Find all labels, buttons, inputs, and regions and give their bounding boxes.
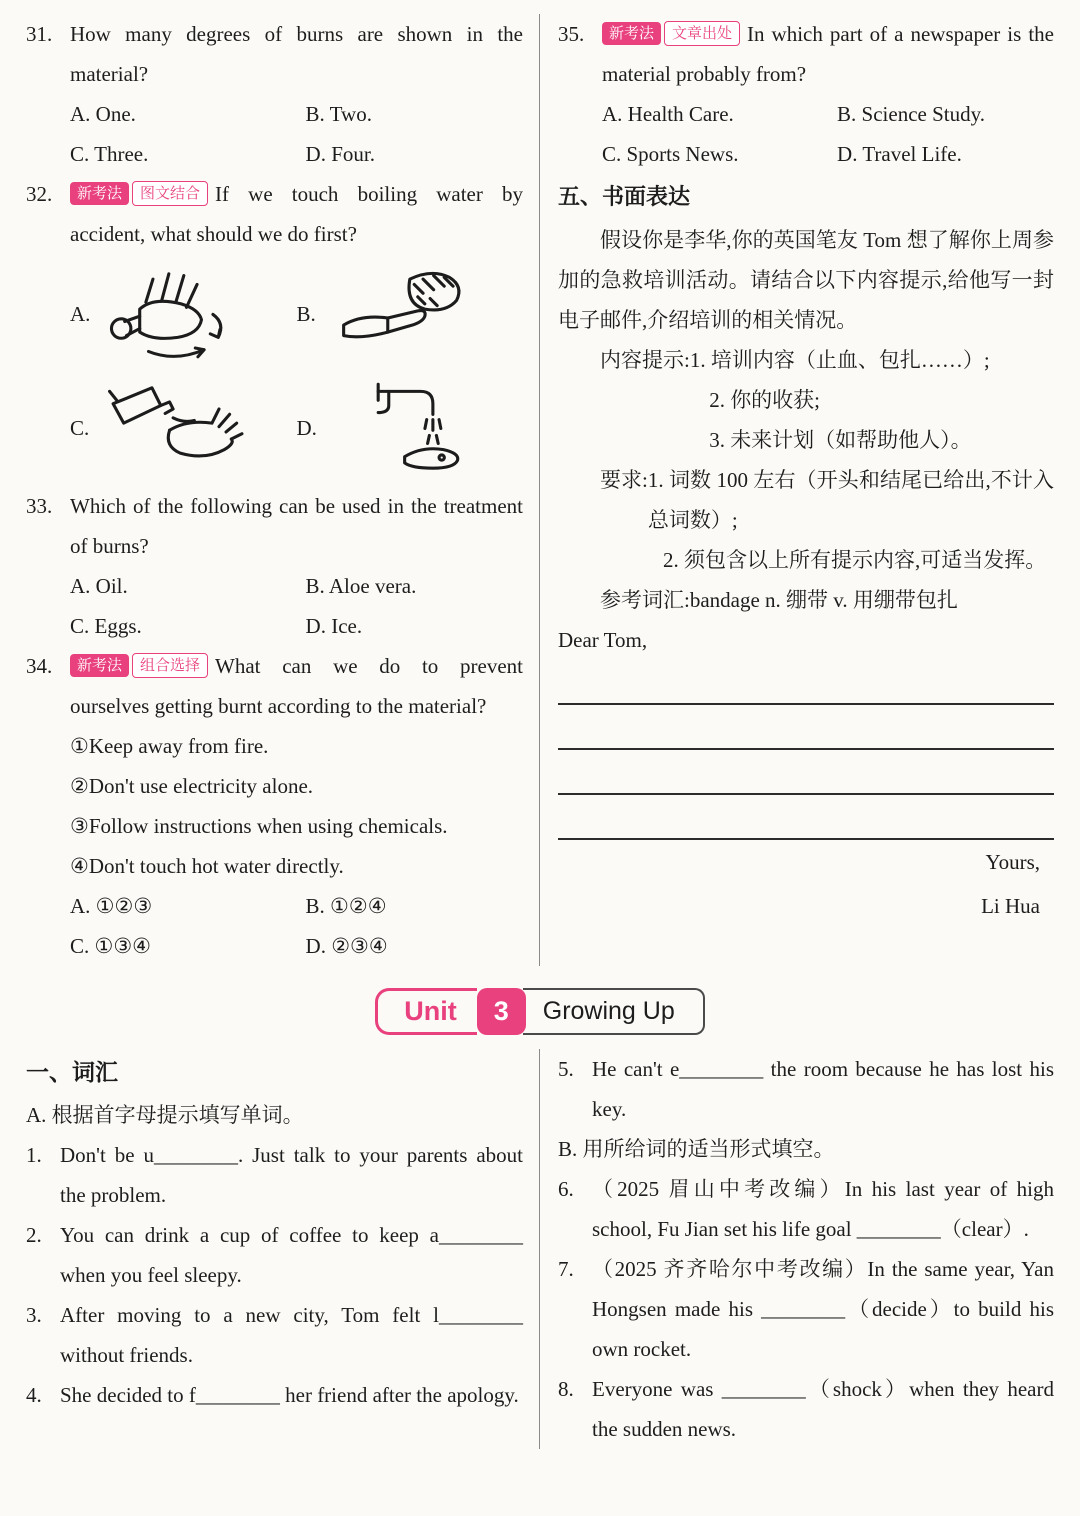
option-label: A.: [70, 302, 91, 326]
apply-ointment-illustration: [99, 376, 249, 480]
hint-2: 2. 你的收获;: [709, 388, 821, 412]
top-right-column: [540, 14, 1054, 966]
reference-words: 参考词汇:bandage n. 绷带 v. 用绷带包扎: [600, 588, 958, 612]
option-a: A. Oil.: [70, 574, 128, 598]
item-number: 1.: [26, 1143, 42, 1167]
option-label: D.: [296, 416, 317, 440]
item-number: 7.: [558, 1257, 574, 1281]
bottom-section: [26, 1049, 1054, 1449]
item-text: He can't e________ the room because he has lost his key.: [592, 1057, 1054, 1121]
options: [602, 94, 1054, 174]
vocab-part-b-label: B. 用所给词的适当形式填空。: [558, 1137, 835, 1161]
item-text: After moving to a new city, Tom felt l________ without friends.: [60, 1303, 523, 1367]
rinse-under-tap-illustration: [327, 376, 477, 480]
image-option-d: [297, 376, 524, 480]
question-number: 34.: [26, 654, 53, 678]
option-c: C. Three.: [70, 142, 149, 166]
options: [70, 566, 523, 646]
article-source-badge: 文章出处: [664, 21, 740, 46]
hint-3: 3. 未来计划（如帮助他人）。: [709, 428, 972, 452]
bottom-right-column: [540, 1049, 1054, 1449]
letter-salutation: Dear Tom,: [558, 628, 648, 652]
question-body: [602, 14, 1054, 174]
letter-closing: Yours,: [985, 850, 1040, 874]
shake-burnt-hand-illustration: [100, 262, 250, 366]
requirement-2: 2. 须包含以上所有提示内容,可适当发挥。: [663, 548, 1047, 572]
requirements-line-1: [558, 460, 1054, 540]
letter-signature: Li Hua: [981, 894, 1040, 918]
writing-section: [558, 174, 1054, 928]
option-b: B. Two.: [305, 102, 372, 126]
option-c: C. Eggs.: [70, 614, 142, 638]
item-text: Don't be u________. Just talk to your parents about the problem.: [60, 1143, 523, 1207]
question-32: [26, 174, 523, 486]
options: [70, 94, 523, 174]
question-35: [558, 14, 1054, 174]
question-body: [70, 646, 523, 966]
unit-banner: [26, 988, 1054, 1035]
vocab-item-1: [26, 1135, 523, 1215]
wipe-with-cloth-illustration: [326, 262, 476, 366]
question-number: 32.: [26, 182, 53, 206]
item-number: 6.: [558, 1177, 574, 1201]
option-a: A. Health Care.: [602, 102, 734, 126]
option-c: C. Sports News.: [602, 142, 739, 166]
option-d: D. ②③④: [305, 934, 388, 958]
option-a: A. ①②③: [70, 894, 153, 918]
requirement-1: 1. 词数 100 左右（开头和结尾已给出,不计入总词数）;: [647, 468, 1054, 532]
option-b: B. Aloe vera.: [305, 574, 417, 598]
answer-line: [558, 660, 1054, 705]
question-number: 31.: [26, 22, 53, 46]
option-a: A. One.: [70, 102, 136, 126]
item-number: 8.: [558, 1377, 574, 1401]
option-d: D. Four.: [305, 142, 375, 166]
vocab-item-7: [558, 1249, 1054, 1369]
option-d: D. Travel Life.: [837, 142, 962, 166]
image-option-b: [297, 262, 524, 366]
question-number: 35.: [558, 22, 585, 46]
vocab-item-5: [558, 1049, 1054, 1129]
item-number: 4.: [26, 1383, 42, 1407]
content-hints-line-1: [558, 340, 1054, 380]
statement-3: ③Follow instructions when using chemicals.: [70, 814, 448, 838]
question-text-line: [70, 646, 523, 726]
option-label: C.: [70, 416, 90, 440]
question-body: [70, 486, 523, 646]
unit-number-badge: 3: [477, 988, 526, 1035]
statement-1: ①Keep away from fire.: [70, 734, 269, 758]
new-method-badge: 新考法: [70, 182, 129, 205]
answer-line: [558, 795, 1054, 840]
bottom-left-column: [26, 1049, 540, 1449]
vocab-part-a-label: A. 根据首字母提示填写单词。: [26, 1103, 304, 1127]
item-number: 5.: [558, 1057, 574, 1081]
answer-line: [558, 705, 1054, 750]
vocab-item-2: [26, 1215, 523, 1295]
new-method-badge: 新考法: [602, 22, 661, 45]
question-text: In which part of a newspaper is the material probably from?: [602, 22, 1054, 86]
statement-2: ②Don't use electricity alone.: [70, 774, 314, 798]
vocab-item-3: [26, 1295, 523, 1375]
item-text: She decided to f________ her friend after the apology.: [60, 1383, 519, 1407]
option-label: B.: [296, 302, 316, 326]
question-body: [70, 174, 523, 486]
question-31: [26, 14, 523, 174]
question-body: [70, 14, 523, 174]
top-left-column: [26, 14, 540, 966]
image-option-a: [70, 262, 297, 366]
option-c: C. ①③④: [70, 934, 151, 958]
unit-label: Unit: [375, 988, 476, 1035]
vocab-section-title: 一、词汇: [26, 1059, 118, 1085]
combo-choice-badge: 组合选择: [132, 653, 208, 678]
hints-label: 内容提示:: [600, 348, 690, 372]
option-d: D. Ice.: [305, 614, 363, 638]
item-text: Everyone was ________（shock）when they heard the sudden news.: [592, 1377, 1054, 1441]
picture-text-badge: 图文结合: [132, 181, 208, 206]
statement-4: ④Don't touch hot water directly.: [70, 854, 344, 878]
answer-line: [558, 750, 1054, 795]
question-34: [26, 646, 523, 966]
question-text-line: [602, 14, 1054, 94]
question-text: How many degrees of burns are shown in the material?: [70, 22, 523, 86]
requirements-label: 要求:: [600, 468, 648, 492]
question-number: 33.: [26, 494, 53, 518]
top-section: [26, 14, 1054, 966]
item-number: 2.: [26, 1223, 42, 1247]
question-33: [26, 486, 523, 646]
writing-prompt: 假设你是李华,你的英国笔友 Tom 想了解你上周参加的急救培训活动。请结合以下内容提示,给他写一封电子邮件,介绍培训的相关情况。: [558, 228, 1054, 332]
question-text: What can we do to prevent ourselves getting burnt according to the material?: [70, 654, 523, 718]
image-option-c: [70, 376, 297, 480]
vocab-item-4: [26, 1375, 523, 1415]
item-number: 3.: [26, 1303, 42, 1327]
item-text: （2025 齐齐哈尔中考改编）In the same year, Yan Hongsen made his ________（decide）to build his own rocket.: [592, 1257, 1054, 1361]
vocab-item-6: [558, 1169, 1054, 1249]
unit-title: Growing Up: [523, 988, 705, 1035]
question-text: Which of the following can be used in the treatment of burns?: [70, 494, 523, 558]
question-text: If we touch boiling water by accident, what should we do first?: [70, 182, 523, 246]
writing-section-title: 五、书面表达: [558, 184, 691, 209]
image-options: [70, 262, 523, 480]
option-b: B. Science Study.: [837, 102, 985, 126]
vocab-item-8: [558, 1369, 1054, 1449]
options: [70, 886, 523, 966]
new-method-badge: 新考法: [70, 654, 129, 677]
question-text-line: [70, 174, 523, 254]
option-b: B. ①②④: [305, 894, 387, 918]
item-text: （2025 眉山中考改编）In his last year of high school, Fu Jian set his life goal ________（clear）.: [592, 1177, 1054, 1241]
item-text: You can drink a cup of coffee to keep a________ when you feel sleepy.: [60, 1223, 523, 1287]
hint-1: 1. 培训内容（止血、包扎……）;: [689, 348, 990, 372]
